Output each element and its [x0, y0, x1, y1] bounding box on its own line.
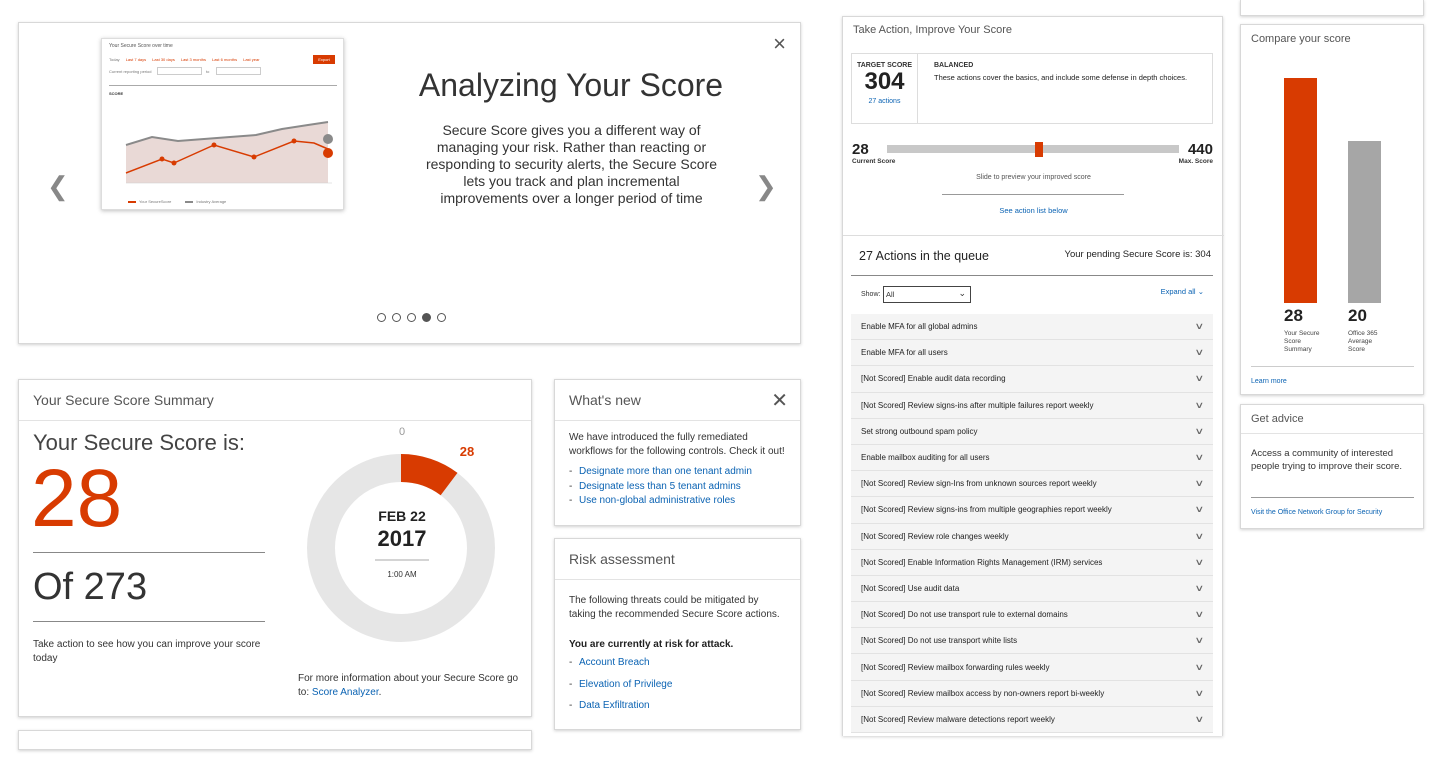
- max-score-value: 440: [1187, 141, 1213, 158]
- chevron-down-icon[interactable]: ∨: [1194, 425, 1205, 436]
- action-list: [851, 314, 1213, 733]
- chevron-down-icon[interactable]: ∨: [1194, 321, 1205, 332]
- score-slider-thumb[interactable]: [1035, 142, 1043, 157]
- chevron-down-icon[interactable]: ∨: [1194, 556, 1205, 567]
- chevron-down-icon[interactable]: ∨: [1194, 399, 1205, 410]
- action-row-label: [Not Scored] Enable Information Rights Management (IRM) services: [861, 557, 1103, 567]
- more-info-text: [298, 672, 520, 700]
- risk-link[interactable]: Data Exfiltration: [579, 700, 650, 711]
- chevron-down-icon[interactable]: ∨: [1194, 582, 1205, 593]
- chevron-down-icon[interactable]: ∨: [1194, 347, 1205, 358]
- take-action-text: Take action to see how you can improve your score today: [33, 639, 261, 664]
- chevron-left-icon[interactable]: ❮: [47, 171, 69, 201]
- action-row[interactable]: [851, 576, 1213, 602]
- action-row[interactable]: [851, 550, 1213, 576]
- action-row-label: Enable MFA for all global admins: [861, 322, 978, 332]
- donut-time: 1:00 AM: [387, 570, 417, 579]
- chevron-down-icon[interactable]: ∨: [1194, 373, 1205, 384]
- action-row[interactable]: [851, 445, 1213, 471]
- score-max: Of 273: [33, 566, 148, 608]
- slide-title: Analyzing Your Score: [418, 67, 724, 103]
- more-info-end: .: [378, 687, 382, 698]
- action-row[interactable]: [851, 681, 1213, 707]
- score-heading: Your Secure Score is:: [33, 430, 245, 455]
- divider: [843, 235, 1224, 236]
- chevron-down-icon: ⌄: [1197, 287, 1204, 296]
- your-score-value: 28: [1284, 306, 1303, 325]
- thumb-filter: Last 6 months: [211, 57, 238, 62]
- action-row[interactable]: [851, 602, 1213, 628]
- action-row-label: [Not Scored] Review malware detections report weekly: [861, 714, 1055, 724]
- risk-intro: The following threats could be mitigated by taking the recommended Secure Score actions.: [569, 595, 780, 620]
- slide-text: Secure Score gives you a different way of managing your risk. Rather than reacting or responding to security alerts, the Secure Score lets you track and plan incremental improvements over a longer period of time: [425, 122, 718, 206]
- chevron-down-icon[interactable]: ∨: [1194, 452, 1205, 463]
- action-row[interactable]: [851, 471, 1213, 497]
- thumb-point: [323, 134, 333, 144]
- your-score-label: Your Secure Score Summary: [1284, 330, 1320, 353]
- show-label: Show:: [861, 291, 881, 298]
- action-row-label: [Not Scored] Enable audit data recording: [861, 374, 1006, 384]
- onboarding-carousel: [18, 22, 801, 344]
- chevron-down-icon[interactable]: ∨: [1194, 530, 1205, 541]
- divider: [942, 194, 1124, 195]
- divider: [1251, 366, 1414, 367]
- chevron-down-icon[interactable]: ∨: [1194, 687, 1205, 698]
- donut-date-year: 2017: [377, 526, 427, 551]
- chevron-right-icon[interactable]: ❯: [755, 171, 777, 201]
- donut-start-label: 0: [398, 426, 406, 438]
- thumb-filter: Last year: [243, 57, 260, 62]
- score-value: 28: [31, 453, 123, 544]
- learn-more-link[interactable]: Learn more: [1251, 378, 1287, 385]
- thumb-point: [172, 161, 177, 166]
- chevron-down-icon: ⌄: [958, 288, 966, 298]
- thumb-filters: [109, 57, 260, 62]
- chevron-down-icon[interactable]: ∨: [1194, 661, 1205, 672]
- whats-new-link[interactable]: Use non-global administrative roles: [579, 495, 736, 506]
- score-over-time-thumbnail: [101, 38, 344, 210]
- target-score-value: 304: [864, 68, 905, 95]
- action-row[interactable]: [851, 707, 1213, 733]
- action-row[interactable]: [851, 366, 1213, 392]
- pagination-dot-active[interactable]: [422, 313, 431, 322]
- carousel-pagination: [377, 313, 446, 322]
- score-slider-track[interactable]: [887, 145, 1179, 153]
- thumb-filter: Last 3 months: [180, 57, 206, 62]
- whats-new-link[interactable]: Designate less than 5 tenant admins: [579, 480, 741, 492]
- list-item: [569, 480, 786, 495]
- chevron-down-icon[interactable]: ∨: [1194, 504, 1205, 515]
- whats-new-intro: We have introduced the fully remediated workflows for the following controls. Check it out!: [569, 432, 785, 457]
- risk-link[interactable]: Elevation of Privilege: [579, 678, 673, 690]
- donut-date-month: FEB 22: [378, 508, 426, 524]
- divider: [1251, 497, 1414, 498]
- action-row-label: [Not Scored] Review mailbox forwarding rules weekly: [861, 662, 1050, 672]
- thumb-filter: Today: [109, 57, 120, 62]
- show-filter-value: All: [886, 290, 895, 299]
- action-row[interactable]: [851, 654, 1213, 680]
- risk-warning: You are currently at risk for attack.: [569, 639, 734, 650]
- thumb-area: [126, 122, 328, 183]
- whats-new-list: [569, 465, 786, 509]
- thumb-legend-row: [128, 199, 226, 204]
- action-row[interactable]: [851, 419, 1213, 445]
- show-filter-select[interactable]: [883, 286, 971, 303]
- max-score-label: Max. Score: [1178, 158, 1213, 165]
- action-row[interactable]: [851, 340, 1213, 366]
- list-item: [569, 652, 786, 674]
- list-item: [569, 674, 786, 696]
- donut-chart: [289, 420, 519, 650]
- compare-score-card: [1240, 24, 1424, 395]
- target-score: [852, 54, 918, 123]
- chevron-down-icon[interactable]: ∨: [1194, 635, 1205, 646]
- action-row-label: Enable mailbox auditing for all users: [861, 453, 990, 463]
- thumb-point: [292, 139, 297, 144]
- slide-hint: Slide to preview your improved score: [976, 174, 1091, 181]
- mode-title: BALANCED: [934, 62, 974, 69]
- thumb-filter: Last 7 days: [125, 57, 147, 62]
- thumb-legend-b: Industry Average: [185, 199, 226, 204]
- thumb-select-from: [157, 67, 202, 75]
- current-score-label: Current Score: [852, 158, 896, 165]
- thumb-point: [160, 157, 165, 162]
- pagination-dot[interactable]: [407, 313, 416, 322]
- action-row-label: [Not Scored] Review sign-Ins from unknown sources report weekly: [861, 479, 1097, 489]
- thumb-y-label: SCORE: [109, 91, 124, 96]
- take-action-card: [842, 16, 1223, 736]
- action-row[interactable]: [851, 524, 1213, 550]
- thumb-select-to: [216, 67, 261, 75]
- target-score-label: TARGET SCORE: [856, 62, 913, 69]
- action-row-label: [Not Scored] Review signs-ins from multiple geographies report weekly: [861, 505, 1112, 515]
- whats-new-card: [554, 379, 801, 526]
- current-score-value: 28: [852, 141, 869, 158]
- close-icon[interactable]: ×: [773, 31, 786, 56]
- divider: [33, 552, 265, 553]
- score-donut: [289, 420, 519, 655]
- score-analyzer-link[interactable]: Score Analyzer: [311, 687, 379, 698]
- risk-link[interactable]: Account Breach: [579, 657, 650, 668]
- more-info-label: For more information about your Secure Score go to:: [298, 673, 519, 698]
- thumb-period-label: Current reporting period: [109, 69, 152, 74]
- get-advice-card: [1240, 404, 1424, 529]
- risk-list: [569, 652, 786, 717]
- advice-text: Access a community of interested people trying to improve their score.: [1251, 448, 1403, 472]
- thumb-to-label: to: [206, 69, 210, 74]
- card-title: Risk assessment: [555, 539, 800, 580]
- action-row[interactable]: [851, 393, 1213, 419]
- card-stub-top: [1240, 0, 1424, 16]
- your-score-bar: [1284, 78, 1317, 303]
- action-row-label: [Not Scored] Do not use transport rule to external domains: [861, 610, 1068, 620]
- action-row[interactable]: [851, 497, 1213, 523]
- pagination-dot[interactable]: [377, 313, 386, 322]
- thumb-point: [323, 148, 333, 158]
- average-score-label: Office 365 Average Score: [1348, 330, 1378, 353]
- thumb-divider: [109, 85, 337, 86]
- chevron-down-icon[interactable]: ∨: [1194, 478, 1205, 489]
- see-action-list-link[interactable]: See action list below: [999, 206, 1068, 215]
- action-row[interactable]: [851, 314, 1213, 340]
- thumb-legend-a: Your SecureScore: [128, 199, 171, 204]
- action-row-label: [Not Scored] Review mailbox access by non-owners report bi-weekly: [861, 688, 1105, 698]
- card-title: Compare your score: [1251, 33, 1351, 45]
- card-title: Take Action, Improve Your Score: [853, 24, 1012, 36]
- donut-value-arc: [401, 468, 449, 484]
- chevron-down-icon[interactable]: ∨: [1194, 713, 1205, 724]
- list-item: [569, 695, 786, 717]
- queue-title: 27 Actions in the queue: [859, 249, 989, 263]
- action-row-label: [Not Scored] Use audit data: [861, 583, 960, 593]
- thumb-line-chart: [122, 97, 338, 197]
- thumb-point: [212, 143, 217, 148]
- whats-new-link[interactable]: Designate more than one tenant admin: [579, 466, 752, 477]
- action-row-label: [Not Scored] Review signs-ins after multiple failures report weekly: [861, 400, 1094, 410]
- target-score-box[interactable]: [851, 53, 1213, 124]
- pagination-dot[interactable]: [437, 313, 446, 322]
- thumb-title: Your Secure Score over time: [109, 43, 173, 49]
- close-icon[interactable]: ✕: [771, 390, 788, 412]
- office-network-link[interactable]: Visit the Office Network Group for Security: [1251, 509, 1383, 516]
- average-score-value: 20: [1348, 306, 1367, 325]
- thumb-export-button: Export: [313, 55, 335, 64]
- thumb-filter: Last 30 days: [152, 57, 175, 62]
- pagination-dot[interactable]: [392, 313, 401, 322]
- queue-header: [851, 246, 1213, 276]
- average-score-bar: [1348, 141, 1381, 303]
- card-title: What's new: [555, 380, 800, 421]
- action-row-label: [Not Scored] Do not use transport white lists: [861, 636, 1018, 646]
- card-stub-bottom: [18, 730, 532, 750]
- card-title: Your Secure Score Summary: [19, 380, 531, 421]
- risk-assessment-card: [554, 538, 801, 730]
- mode-text: These actions cover the basics, and include some defense in depth choices.: [934, 73, 1188, 82]
- divider: [33, 621, 265, 622]
- thumb-point: [252, 155, 257, 160]
- action-row-label: [Not Scored] Review role changes weekly: [861, 531, 1009, 541]
- list-item: [569, 494, 786, 509]
- card-title: Get advice: [1241, 405, 1423, 434]
- donut-value-label: 28: [459, 444, 475, 459]
- action-row[interactable]: [851, 628, 1213, 654]
- action-row-label: Set strong outbound spam policy: [861, 426, 978, 436]
- chevron-down-icon[interactable]: ∨: [1194, 609, 1205, 620]
- whats-new-body: [555, 421, 800, 519]
- expand-all-link[interactable]: Expand all ⌄: [1160, 287, 1204, 296]
- action-row-label: Enable MFA for all users: [861, 348, 948, 358]
- list-item: [569, 465, 786, 480]
- risk-body: [555, 580, 800, 727]
- secure-score-summary-card: [18, 379, 532, 717]
- mode-description: [934, 62, 1194, 83]
- target-actions-link[interactable]: 27 actions: [868, 98, 901, 105]
- pending-score: Your pending Secure Score is: 304: [1064, 249, 1211, 260]
